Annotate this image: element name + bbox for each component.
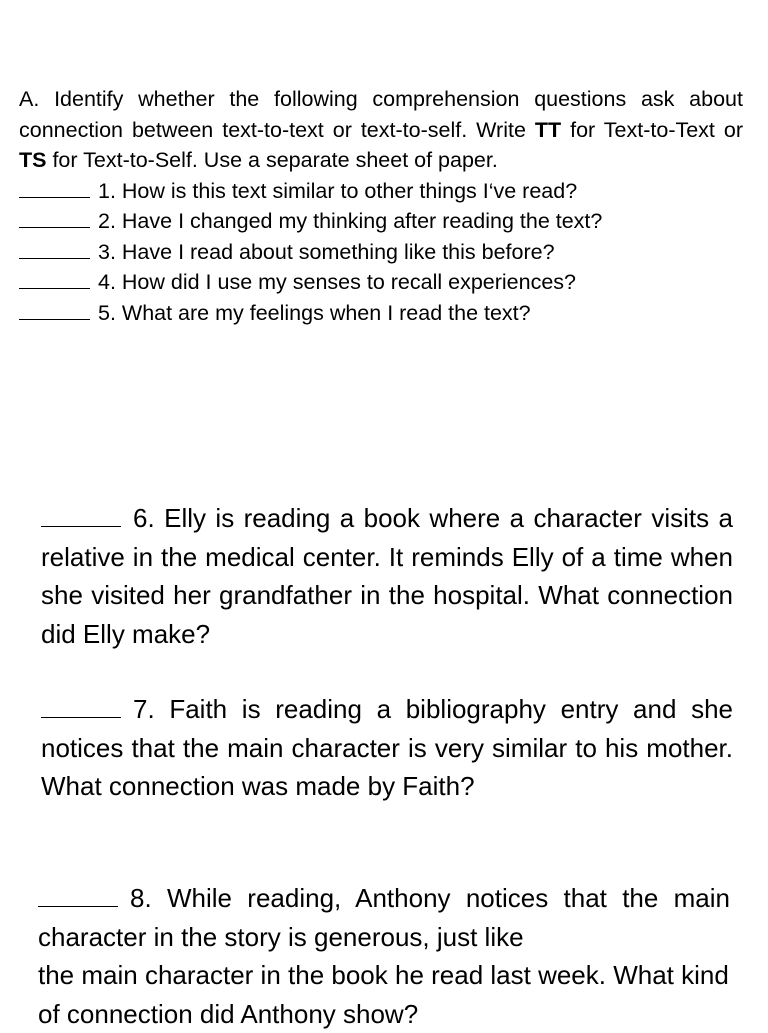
question-8-text-2: the main character in the book he read last week. What kind of connection did Anthony show?	[38, 960, 729, 1029]
ts-label: TS	[19, 148, 47, 172]
question-7	[41, 690, 733, 806]
answer-blank[interactable]	[41, 525, 121, 527]
question-8-text-1: 8. While reading, Anthony notices that the main character in the story is generous, just like	[38, 883, 730, 952]
question-text: 2. Have I changed my thinking after reading the text?	[98, 209, 603, 233]
question-item	[19, 206, 743, 237]
instructions-text-2: for Text-to-Text or	[561, 117, 743, 142]
answer-blank[interactable]	[19, 257, 90, 259]
section-a	[19, 84, 743, 328]
question-text: 3. Have I read about something like this before?	[98, 239, 555, 264]
answer-blank[interactable]	[38, 905, 118, 907]
answer-blank[interactable]	[19, 226, 90, 228]
question-item	[19, 267, 743, 298]
tt-label: TT	[534, 117, 562, 142]
question-6	[41, 499, 733, 653]
answer-blank[interactable]	[19, 196, 90, 198]
question-item	[19, 237, 743, 268]
question-text: 4. How did I use my senses to recall experiences?	[98, 270, 577, 294]
instructions	[19, 84, 743, 176]
answer-blank[interactable]	[41, 716, 121, 718]
question-item	[19, 298, 743, 329]
question-7-text: 7. Faith is reading a bibliography entry and she notices that the main character is very similar to his mother. What connection was made by Faith?	[41, 694, 733, 801]
question-8	[38, 879, 730, 1033]
question-text: 1. How is this text similar to other things I‘ve read?	[98, 178, 578, 203]
instructions-text-1: A. Identify whether the following comprehension questions ask about connection between text-to-text or text-to-self. Write	[19, 87, 743, 142]
question-6-text: 6. Elly is reading a book where a character visits a relative in the medical center. It reminds Elly of a time when she visited her grandfather in the hospital. What connection did Elly make?	[41, 503, 733, 649]
answer-blank[interactable]	[19, 287, 90, 289]
answer-blank[interactable]	[19, 318, 90, 320]
question-item	[19, 176, 743, 207]
instructions-text-3: for Text-to-Self. Use a separate sheet of paper.	[46, 148, 498, 172]
question-text: 5. What are my feelings when I read the text?	[98, 300, 531, 325]
